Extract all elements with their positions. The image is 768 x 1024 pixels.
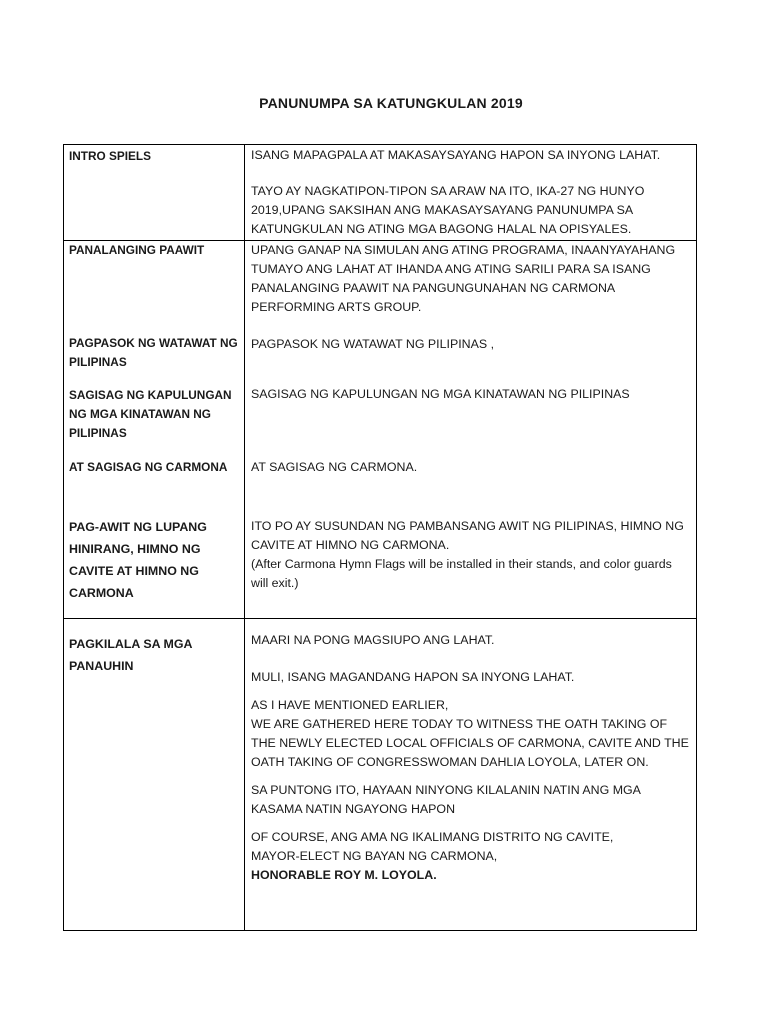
row-content xyxy=(251,458,691,477)
paragraph: AS I HAVE MENTIONED EARLIER, xyxy=(251,698,449,712)
paragraph: PAGPASOK NG WATAWAT NG PILIPINAS , xyxy=(251,337,495,351)
table-border-left xyxy=(63,144,64,931)
table-border-right xyxy=(696,144,697,931)
paragraph: WE ARE GATHERED HERE TODAY TO WITNESS THE OATH TAKING OF THE NEWLY ELECTED LOCAL OFFICIALS OF CARMONA, CAVITE AND THE OATH TAKING OF CONGRESSWOMAN DAHLIA LOYOLA, LATER ON. xyxy=(251,717,689,769)
table-border-bottom xyxy=(63,930,697,931)
document-title: PANUNUMPA SA KATUNGKULAN 2019 xyxy=(259,95,523,111)
row-content xyxy=(251,241,691,317)
row-content xyxy=(251,517,691,593)
paragraph: OF COURSE, ANG AMA NG IKALIMANG DISTRITO NG CAVITE, xyxy=(251,830,614,844)
paragraph: TAYO AY NAGKATIPON-TIPON SA ARAW NA ITO, IKA-27 NG HUNYO 2019,UPANG SAKSIHAN ANG MAKASAYSAYANG PANUNUMPA SA KATUNGKULAN NG ATING MGA BAGONG HALAL NA OPISYALES. xyxy=(251,184,645,236)
program-table xyxy=(63,144,697,931)
paragraph: UPANG GANAP NA SIMULAN ANG ATING PROGRAMA, INAANYAYAHANG TUMAYO ANG LAHAT AT IHANDA ANG ATING SARILI PARA SA ISANG PANALANGING PAAWIT NA PANGUNGUNAHAN NG CARMONA PERFORMING ARTS GROUP. xyxy=(251,243,676,314)
paragraph: ISANG MAPAGPALA AT MAKASAYSAYANG HAPON SA INYONG LAHAT. xyxy=(251,148,661,162)
table-border-top xyxy=(63,144,697,145)
paragraph: MULI, ISANG MAGANDANG HAPON SA INYONG LAHAT. xyxy=(251,670,575,684)
row-label: PAGPASOK NG WATAWAT NG PILIPINAS xyxy=(69,336,238,369)
column-divider xyxy=(244,144,245,931)
row-content xyxy=(251,146,691,239)
row-label: AT SAGISAG NG CARMONA xyxy=(69,460,228,474)
paragraph: MAARI NA PONG MAGSIUPO ANG LAHAT. xyxy=(251,633,495,647)
paragraph: SAGISAG NG KAPULUNGAN NG MGA KINATAWAN NG PILIPINAS xyxy=(251,387,630,401)
row-content xyxy=(251,631,691,885)
paragraph: MAYOR-ELECT NG BAYAN NG CARMONA, xyxy=(251,849,498,863)
row-divider xyxy=(63,618,697,619)
row-content xyxy=(251,335,691,354)
row-label: INTRO SPIELS xyxy=(69,149,151,163)
paragraph: AT SAGISAG NG CARMONA. xyxy=(251,460,418,474)
row-label: PAGKILALA SA MGA PANAUHIN xyxy=(69,637,192,673)
paragraph: SA PUNTONG ITO, HAYAAN NINYONG KILALANIN NATIN ANG MGA KASAMA NATIN NGAYONG HAPON xyxy=(251,783,641,816)
row-content xyxy=(251,385,691,404)
row-label: PANALANGING PAAWIT xyxy=(69,243,205,257)
row-label: SAGISAG NG KAPULUNGAN NG MGA KINATAWAN NG PILIPINAS xyxy=(69,388,232,440)
honoree-name: HONORABLE ROY M. LOYOLA. xyxy=(251,868,437,882)
paragraph: ITO PO AY SUSUNDAN NG PAMBANSANG AWIT NG PILIPINAS, HIMNO NG CAVITE AT HIMNO NG CARMONA. xyxy=(251,519,684,552)
row-label: PAG-AWIT NG LUPANG HINIRANG, HIMNO NG CAVITE AT HIMNO NG CARMONA xyxy=(69,520,207,600)
paragraph: (After Carmona Hymn Flags will be installed in their stands, and color guards will exit.) xyxy=(251,557,672,590)
